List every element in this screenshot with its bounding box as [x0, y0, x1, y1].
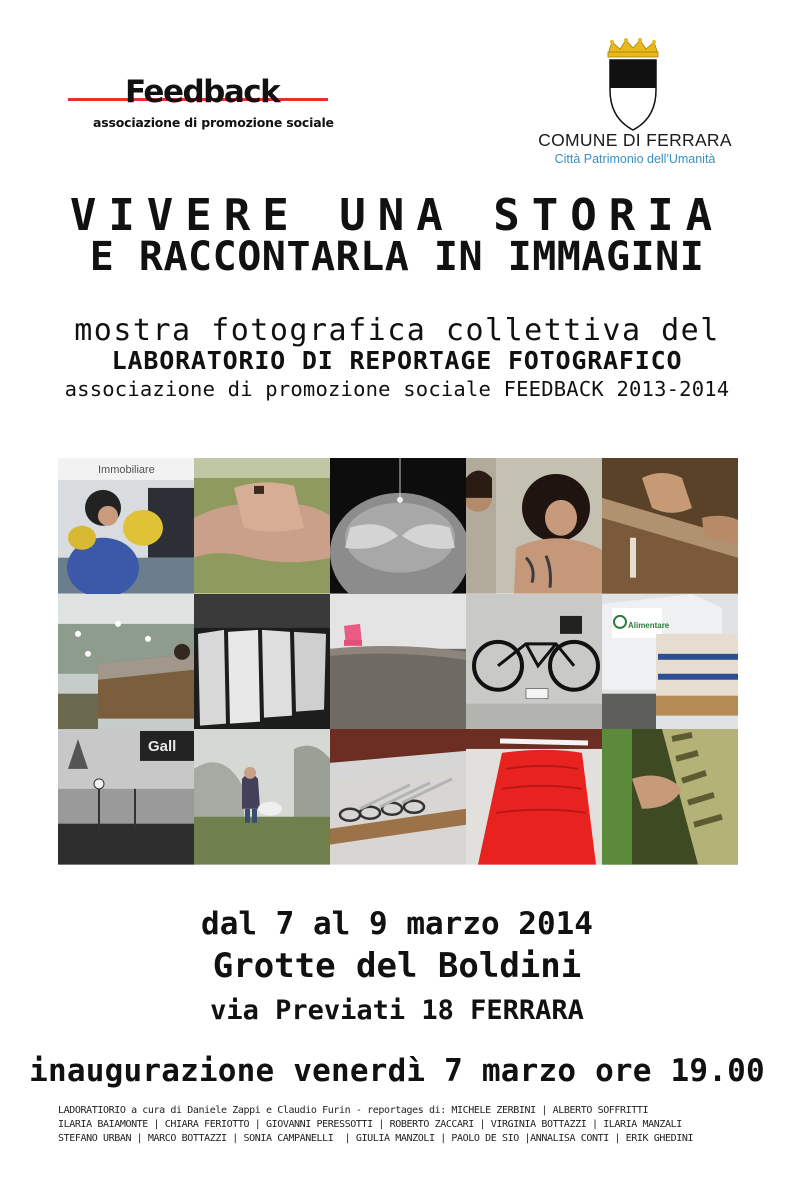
photo-bicycle	[466, 594, 602, 730]
title-line-2: E RACCONTARLA IN IMMAGINI	[89, 234, 705, 280]
photo-sign-text: Immobiliare	[98, 463, 155, 476]
photo-fish-market	[58, 594, 194, 730]
photo-pregnant-belly	[330, 458, 466, 594]
photo-street-sign	[58, 729, 194, 865]
photo-feet	[194, 458, 330, 594]
comune-crest-icon	[604, 38, 662, 133]
photo-scissors	[330, 729, 466, 865]
photo-woman-dog	[194, 729, 330, 865]
credits-line-3: STEFANO URBAN | MARCO BOTTAZZI | SONIA CAMPANELLI | GIULIA MANZOLI | PAOLO DE SIO |ANNALISA CONTI | ERIK GHEDINI	[58, 1133, 694, 1144]
comune-name: COMUNE DI FERRARA	[538, 130, 732, 150]
feedback-logo-tagline: associazione di promozione sociale	[93, 115, 334, 130]
subtitle-line-3: associazione di promozione sociale FEEDBACK 2013-2014	[64, 377, 730, 401]
event-dates: dal 7 al 9 marzo 2014	[201, 906, 593, 942]
comune-tagline: Città Patrimonio dell'Umanità	[554, 152, 716, 166]
credits	[58, 1104, 748, 1146]
photo-tattooed-woman	[466, 458, 602, 594]
photo-red-dress	[466, 729, 602, 865]
event-venue: Grotte del Boldini	[212, 946, 582, 986]
photo-white-coats	[194, 594, 330, 730]
feedback-logo-wordmark: Feedback	[125, 74, 280, 110]
event-opening: inaugurazione venerdì 7 marzo ore 19.00	[29, 1053, 765, 1089]
photo-truck-text: Alimentare	[628, 620, 670, 630]
photo-sign-gall: Gall	[148, 738, 177, 756]
photo-chair-sand	[330, 594, 466, 730]
photo-woodworking	[602, 458, 738, 594]
event-address: via Previati 18 FERRARA	[210, 995, 584, 1026]
photo-collage	[58, 458, 738, 865]
photo-truck-boxes	[602, 594, 738, 730]
title-line-1: VIVERE UNA STORIA	[69, 190, 725, 241]
subtitle-line-2: LABORATORIO DI REPORTAGE FOTOGRAFICO	[111, 346, 683, 375]
photo-boxer	[58, 458, 194, 594]
subtitle-line-1: mostra fotografica collettiva del	[74, 313, 720, 348]
feedback-logo	[68, 72, 334, 132]
credits-line-1: LADORATIORIO a cura di Daniele Zappi e Claudio Furin - reportages di: MICHELE ZERBINI | ALBERTO SOFFRITTI	[58, 1105, 649, 1116]
photo-mold-hand	[602, 729, 738, 865]
credits-line-2: ILARIA BAIAMONTE | CHIARA FERIOTTO | GIOVANNI PERESSOTTI | ROBERTO ZACCARI | VIRGINIA BOTTAZZI | ILARIA MANZALI	[58, 1119, 682, 1130]
